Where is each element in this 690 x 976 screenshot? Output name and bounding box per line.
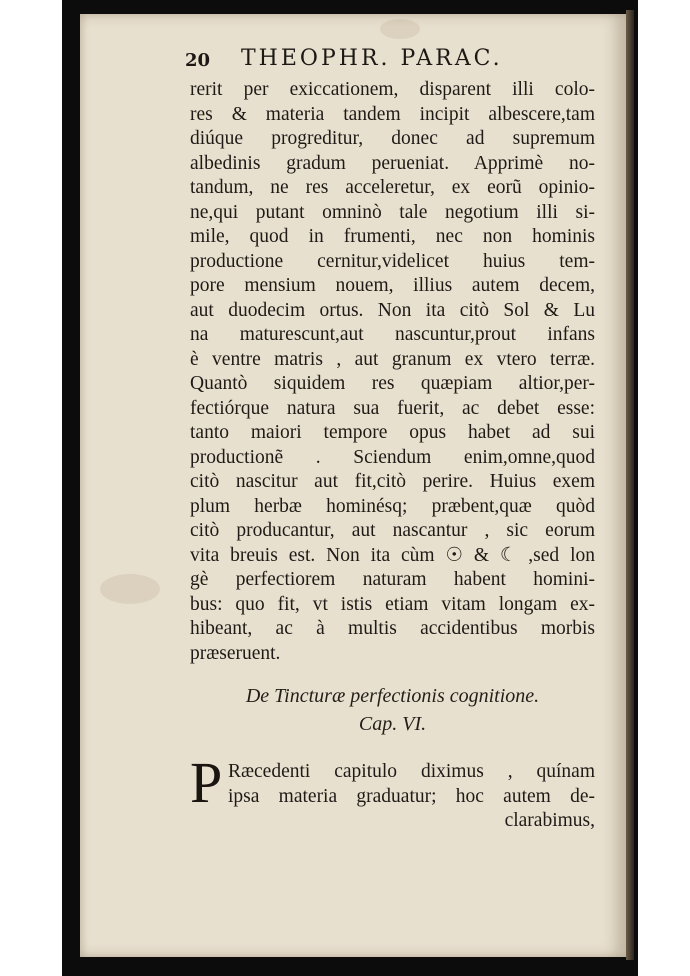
running-head: THEOPHR. PARAC. xyxy=(241,46,503,71)
main-text-block xyxy=(190,78,595,666)
text-line: diúque progreditur, donec ad supremum xyxy=(190,128,595,149)
text-line: hibeant, ac à multis accidentibus morbis xyxy=(190,618,595,639)
chapter-title: De Tincturæ perfectionis cognitione. xyxy=(245,685,540,707)
text-line: bus: quo fit, vt istis etiam vitam longam ex- xyxy=(190,593,595,615)
text-line: plum herbæ hominésq; præbent,quæ quòd xyxy=(190,495,595,517)
chapter-text-block xyxy=(228,760,595,834)
page-stain xyxy=(100,574,160,604)
text-line: ipsa materia graduatur; hoc autem de- xyxy=(228,785,595,807)
text-line: productione cernitur,videlicet huius tem- xyxy=(190,250,595,272)
page-number: 20 xyxy=(185,50,211,71)
text-line: rerit per exiccationem, disparent illi colo- xyxy=(190,79,595,100)
text-line: clarabimus, xyxy=(504,810,595,831)
text-line: præseruent. xyxy=(190,642,281,664)
text-line: tandum, ne res acceleretur, ex eorũ opinio- xyxy=(190,177,595,198)
text-line: aut duodecim ortus. Non ita citò Sol & Lu xyxy=(190,299,595,321)
text-line: citò producantur, aut nascantur , sic eorum xyxy=(190,520,595,541)
text-line: tanto maiori tempore opus habet ad sui xyxy=(190,422,595,443)
text-line: Ræcedenti capitulo diximus , quínam xyxy=(228,761,595,782)
text-line: è ventre matris , aut granum ex vtero terræ. xyxy=(190,348,595,370)
page-header xyxy=(185,46,545,76)
page-edge xyxy=(626,10,634,960)
text-line: Quantò siquidem res quæpiam altior,per- xyxy=(190,373,595,394)
text-line: na maturescunt,aut nascuntur,prout infans xyxy=(190,324,595,345)
text-line: albedinis gradum perueniat. Apprimè no- xyxy=(190,152,595,174)
text-line: gè perfectiorem naturam habent homini- xyxy=(190,569,595,590)
text-line: citò nascitur aut fit,citò perire. Huius exem xyxy=(190,471,595,492)
text-line: productionẽ . Sciendum enim,omne,quod xyxy=(190,446,595,468)
text-line: mile, quod in frumenti, nec non hominis xyxy=(190,226,595,247)
text-line: vita breuis est. Non ita cùm ☉ & ☾ ,sed lon xyxy=(190,544,595,566)
text-line: fectiórque natura sua fuerit, ac debet esse: xyxy=(190,397,595,419)
text-line: res & materia tandem incipit albescere,tam xyxy=(190,103,595,125)
page-stain xyxy=(380,19,420,39)
drop-cap: P xyxy=(190,750,223,815)
text-line: pore mensium nouem, illius autem decem, xyxy=(190,275,595,296)
text-line: ne,qui putant omninò tale negotium illi si- xyxy=(190,201,595,223)
chapter-number: Cap. VI. xyxy=(358,713,427,735)
